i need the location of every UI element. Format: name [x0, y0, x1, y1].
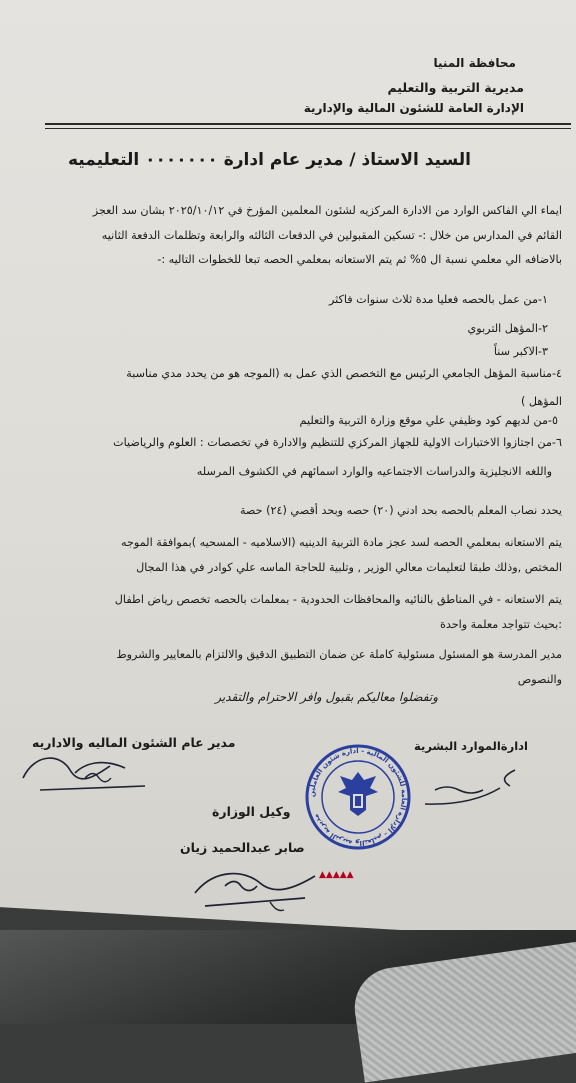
principal-paragraph-1: مدير المدرسة هو المسئول مسئولية كاملة عن ضمان التطبيق الدقيق والالتزام بالمعايير والشروط — [116, 648, 562, 661]
step-6-cont: واللغه الانجليزية والدراسات الاجتماعيه والوارد اسمائهم في الكشوف المرسله — [196, 465, 552, 478]
step-2: ٢-المؤهل التربوي — [467, 322, 548, 335]
eagle-emblem-icon — [338, 772, 378, 816]
directorate-line: مديرية التربية والتعليم — [387, 80, 524, 95]
step-4: ٤-مناسبة المؤهل الجامعي الرئيس مع التخصص الذي عمل به (الموجه هو من يحدد مدي مناسبة — [126, 367, 562, 380]
hr-title: ادارةالموارد البشرية — [414, 739, 528, 753]
hr-signature — [405, 760, 535, 815]
step-6: ٦-من اجتازوا الاختبارات الاولية للجهاز المركزي للتنظيم والادارة في تخصصات : العلوم والرياضيات — [113, 436, 562, 449]
deputy-signature — [185, 858, 325, 918]
header-rule-thin — [45, 128, 571, 129]
kindergarten-paragraph-2: :بحيث تتواجد معلمة واحدة — [439, 618, 562, 631]
step-5: ٥-من لديهم كود وظيفي علي موقع وزارة التربية والتعليم — [299, 414, 558, 427]
quota-paragraph: يحدد نصاب المعلم بالحصه بحد ادني (٢٠) حصه وبحد أقصي (٢٤) حصة — [239, 504, 562, 517]
header-rule — [45, 123, 571, 125]
kindergarten-paragraph-1: يتم الاستعانه - في المناطق بالنائيه والمحافظات الحدودية - بمعلمات بالحصه تخصص رياض اطفال — [114, 593, 562, 606]
religion-paragraph-2: المختص ,وذلك طبقا لتعليمات معالي الوزير , وتلبية للحاجة الماسه علي كوادر في هذا المجال — [136, 561, 562, 574]
red-ink-mark: ▲▲▲▲▲ — [319, 870, 354, 880]
stamp-text: مديرية التربية والتعليم - الإدارة العامة للشئون المالية - ادارة شئون العاملين — [307, 746, 409, 848]
closing-line: وتفضلوا معاليكم بقبول وافر الاحترام والتقدير — [215, 690, 438, 704]
principal-paragraph-2: والنصوص — [517, 673, 562, 686]
official-stamp — [303, 742, 413, 852]
finance-director-signature — [15, 748, 165, 798]
deputy-title: وكيل الوزارة — [212, 804, 291, 819]
intro-line-2: القائم في المدارس من خلال :- تسكين المقبولين في الدفعات الثالثه والرابعة وتظلمات الدفعة الثانيه — [101, 229, 562, 242]
letter-title: السيد الاستاذ / مدير عام ادارة ٠٠٠٠٠٠٠ التعليميه — [67, 150, 471, 170]
step-4-cont: المؤهل ) — [520, 395, 562, 408]
step-1: ١-من عمل بالحصه فعليا مدة ثلاث سنوات فاكثر — [328, 293, 548, 306]
intro-line-3: بالاضافه الي معلمي نسبة ال ٥% ثم يتم الاستعانه بمعلمي الحصه تبعا للخطوات التاليه :- — [157, 253, 562, 266]
deputy-name: صابر عبدالحميد زيان — [180, 840, 305, 855]
governorate-line: محافظة المنيا — [433, 56, 516, 70]
step-3: ٣-الاكبر سناً — [493, 345, 548, 358]
department-line: الإدارة العامة للشئون المالية والإدارية — [303, 101, 524, 115]
religion-paragraph-1: يتم الاستعانه بمعلمي الحصه لسد عجز مادة التربية الدينيه (الاسلاميه - المسحيه )بموافقة الموجه — [121, 536, 562, 549]
intro-line-1: ايماء الي الفاكس الوارد من الادارة المركزيه لشئون المعلمين المؤرخ في ٢٠٢٥/١٠/١٢ بشان سد العجز — [92, 204, 562, 217]
finance-director-title: مدير عام الشئون الماليه والاداريه — [32, 735, 236, 750]
